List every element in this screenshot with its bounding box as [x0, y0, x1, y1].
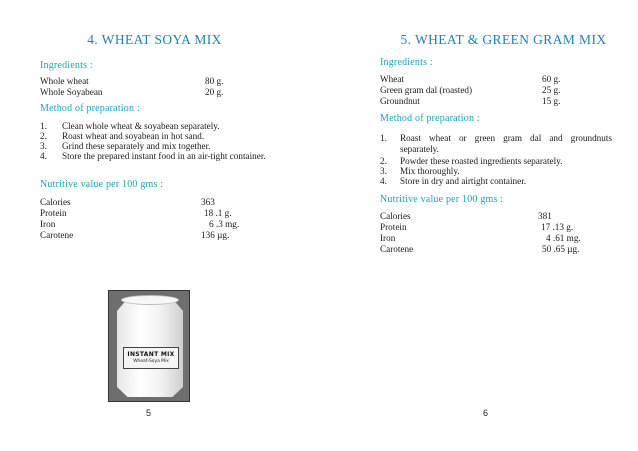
ingredient-qty: 20 g. [205, 87, 224, 97]
step-number: 2. [40, 131, 47, 141]
nutritive-heading: Nutritive value per 100 gms : [380, 194, 504, 205]
nutrient-name: Calories [40, 197, 71, 207]
step-number: 4. [40, 151, 47, 161]
nutrient-name: Protein [40, 208, 67, 218]
nutrient-name: Iron [380, 233, 396, 243]
step-text: Store the prepared instant food in an air-tight container. [62, 151, 266, 161]
jar-rim [121, 295, 179, 305]
step-text: Roast wheat and soyabean in hot sand. [62, 131, 205, 141]
nutrient-value: 381 [538, 211, 552, 221]
ingredient-qty: 15 g. [542, 96, 561, 106]
step-text: Powder these roasted ingredients separately. [400, 156, 563, 166]
step-text: Mix thoroughly. [400, 166, 460, 176]
page-number: 6 [483, 408, 489, 418]
right-page [319, 0, 638, 451]
step-number: 2. [380, 156, 387, 166]
ingredient-name: Whole wheat [40, 76, 89, 86]
step-text: Store in dry and airtight container. [400, 176, 527, 186]
nutrient-value: 6 .3 mg. [209, 219, 240, 229]
nutrient-value: 50 .65 µg. [542, 244, 580, 254]
nutrient-value: 4 .61 mg. [546, 233, 581, 243]
ingredient-qty: 25 g. [542, 85, 561, 95]
nutrient-name: Carotene [380, 244, 414, 254]
nutrient-value: 363 [201, 197, 215, 207]
ingredient-name: Groundnut [380, 96, 420, 106]
nutritive-heading: Nutritive value per 100 gms : [40, 179, 164, 190]
jar-label-main: INSTANT MIX [127, 351, 175, 358]
ingredient-name: Green gram dal (roasted) [380, 85, 473, 95]
step-text: Clean whole wheat & soyabean separately. [62, 121, 220, 131]
nutrient-value: 17 .13 g. [541, 222, 574, 232]
jar-label-sub: Wheat-Soya Mix [133, 359, 169, 364]
ingredients-heading: Ingredients : [40, 60, 93, 71]
page-number: 5 [146, 408, 152, 418]
instant-mix-jar-photo [108, 290, 190, 402]
nutrient-value: 136 µg. [201, 230, 230, 240]
step-text: Roast wheat or green gram dal and groundnuts separately. [400, 133, 612, 154]
recipe-title: 5. WHEAT & GREEN GRAM MIX [400, 32, 607, 47]
nutrient-name: Carotene [40, 230, 74, 240]
nutrient-value: 18 .1 g. [204, 208, 232, 218]
ingredient-name: Whole Soyabean [40, 87, 103, 97]
nutrient-name: Calories [380, 211, 411, 221]
ingredient-qty: 60 g. [542, 74, 561, 84]
step-number: 3. [380, 166, 387, 176]
ingredient-qty: 80 g. [205, 76, 224, 86]
nutrient-name: Protein [380, 222, 407, 232]
step-number: 1. [380, 133, 387, 143]
method-heading: Method of preparation : [40, 103, 140, 114]
method-heading: Method of preparation : [380, 113, 480, 124]
recipe-title: 4. WHEAT SOYA MIX [87, 32, 222, 47]
nutrient-name: Iron [40, 219, 56, 229]
jar-label [123, 347, 179, 369]
ingredient-name: Wheat [380, 74, 404, 84]
step-number: 3. [40, 141, 47, 151]
step-number: 4. [380, 176, 387, 186]
ingredients-heading: Ingredients : [380, 57, 433, 68]
step-number: 1. [40, 121, 47, 131]
step-text: Grind these separately and mix together. [62, 141, 211, 151]
